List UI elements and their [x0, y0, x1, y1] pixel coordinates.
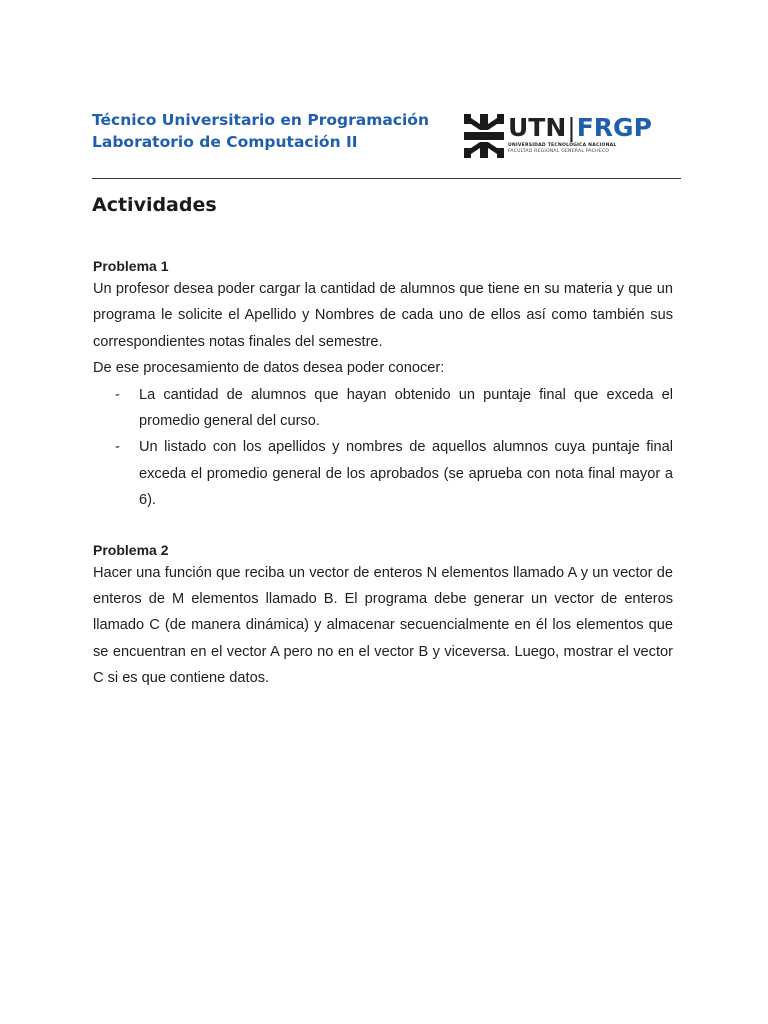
- logo-subtitle-faculty: FACULTAD REGIONAL GENERAL PACHECO: [508, 149, 610, 154]
- header-divider: [92, 178, 681, 179]
- bullet-marker: -: [115, 386, 120, 403]
- header-title-line2: Laboratorio de Computación II: [92, 133, 358, 151]
- utn-frgp-logo: [464, 113, 652, 160]
- problem1-paragraph: Un profesor desea poder cargar la cantidad de alumnos que tiene en su materia y que un programa le solicite el Apellido y Nombres de cada uno de ellos así como también sus correspondientes notas finales del semestre.: [93, 281, 673, 350]
- utn-emblem-icon: [464, 114, 504, 158]
- list-item-text: La cantidad de alumnos que hayan obtenido un puntaje final que exceda el promedio general del curso.: [139, 386, 673, 430]
- problem1-list: [93, 382, 673, 514]
- problem1-intro: De ese procesamiento de datos desea poder conocer:: [93, 360, 445, 377]
- logo-subtitle-university: UNIVERSIDAD TECNOLÓGICA NACIONAL: [508, 143, 617, 148]
- list-item: [93, 382, 673, 435]
- logo-wordmark: [508, 114, 652, 142]
- header-title: [92, 109, 429, 153]
- logo-separator: |: [567, 113, 576, 142]
- list-item-text: Un listado con los apellidos y nombres de aquellos alumnos cuya puntaje final exceda el promedio general de los aprobados (se aprueba con nota final mayor a 6).: [139, 439, 673, 509]
- logo-utn: UTN: [508, 113, 567, 142]
- header-title-line1: Técnico Universitario en Programación: [92, 111, 429, 129]
- logo-frgp: FRGP: [576, 113, 652, 142]
- content: [93, 256, 673, 692]
- section-title: Actividades: [92, 194, 217, 216]
- problem2-paragraph: Hacer una función que reciba un vector de enteros N elementos llamado A y un vector de enteros de M elementos llamado B. El programa debe generar un vector de enteros llamado C (de manera dinámica) y almacenar secuencialmente en él los elementos que se encuentran en el vector A pero no en el vector B y viceversa. Luego, mostrar el vector C si es que contiene datos.: [93, 564, 673, 687]
- problem2-title: Problema 2: [93, 541, 169, 558]
- bullet-marker: -: [115, 439, 120, 456]
- list-item: [93, 434, 673, 513]
- spacer: [93, 514, 673, 540]
- problem1-title: Problema 1: [93, 258, 169, 274]
